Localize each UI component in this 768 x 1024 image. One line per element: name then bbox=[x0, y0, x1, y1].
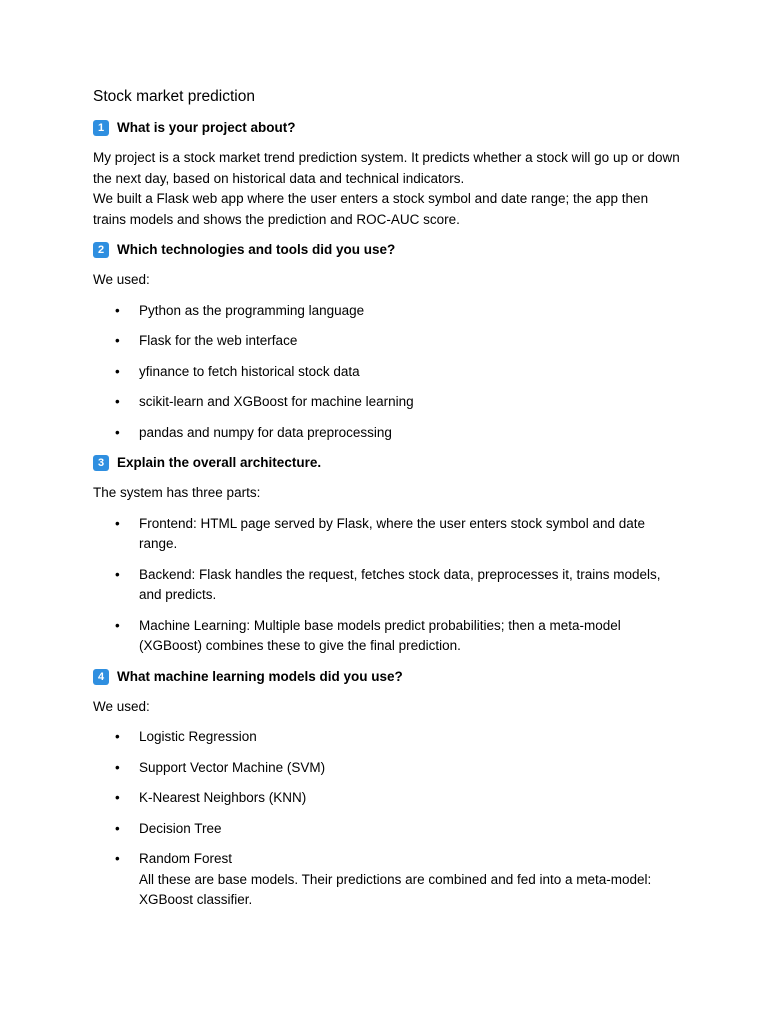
list-item bbox=[93, 392, 683, 413]
question-2-heading bbox=[93, 240, 683, 260]
document-title: Stock market prediction bbox=[93, 88, 255, 105]
question-1-heading bbox=[93, 118, 683, 138]
list-item bbox=[93, 331, 683, 352]
list-item-text: Logistic Regression bbox=[139, 729, 257, 744]
list-item bbox=[93, 849, 683, 911]
bullet-icon: • bbox=[115, 759, 120, 775]
answer-1-line-2: We built a Flask web app where the user enters a stock symbol and date range; the app then trains models and shows the prediction and ROC-AUC score. bbox=[93, 191, 649, 227]
list-item bbox=[93, 727, 683, 748]
list-item bbox=[93, 819, 683, 840]
list-item-text: Frontend: HTML page served by Flask, where the user enters stock symbol and date range. bbox=[139, 515, 645, 551]
list-item-text: pandas and numpy for data preprocessing bbox=[139, 424, 392, 440]
question-4-heading bbox=[93, 667, 683, 687]
number-1-icon: 1 bbox=[93, 120, 109, 136]
architecture-list bbox=[93, 514, 683, 657]
list-item-text: Decision Tree bbox=[139, 820, 222, 836]
answer-2-intro: We used: bbox=[93, 272, 150, 287]
answer-4-intro: We used: bbox=[93, 698, 150, 714]
list-item bbox=[93, 514, 683, 555]
document-page bbox=[93, 86, 683, 921]
list-item-text: Flask for the web interface bbox=[139, 333, 298, 348]
models-list bbox=[93, 727, 683, 911]
bullet-icon: • bbox=[115, 333, 120, 348]
number-2-icon: 2 bbox=[93, 242, 109, 258]
bullet-icon: • bbox=[115, 515, 120, 531]
list-item-text: Support Vector Machine (SVM) bbox=[139, 759, 326, 775]
question-1-text: What is your project about? bbox=[117, 120, 296, 135]
question-3-heading bbox=[93, 453, 683, 473]
list-item bbox=[93, 758, 683, 779]
bullet-icon: • bbox=[115, 566, 120, 582]
bullet-icon: • bbox=[115, 790, 120, 805]
bullet-icon: • bbox=[115, 617, 120, 633]
answer-1-paragraph bbox=[93, 148, 683, 230]
number-4-icon: 4 bbox=[93, 669, 109, 685]
bullet-icon: • bbox=[115, 302, 120, 318]
list-item bbox=[93, 423, 683, 444]
list-item bbox=[93, 362, 683, 383]
list-item-text: scikit-learn and XGBoost for machine learning bbox=[139, 394, 414, 409]
bullet-icon: • bbox=[115, 363, 120, 379]
number-3-icon: 3 bbox=[93, 455, 109, 471]
list-item bbox=[93, 616, 683, 657]
answer-1-line-1: My project is a stock market trend prediction system. It predicts whether a stock will go up or down the next day, based on historical data and technical indicators. bbox=[93, 150, 680, 186]
bullet-icon: • bbox=[115, 729, 120, 744]
bullet-icon: • bbox=[115, 394, 120, 409]
question-3-text: Explain the overall architecture. bbox=[117, 455, 322, 470]
answer-3-intro: The system has three parts: bbox=[93, 485, 261, 500]
list-item-note: All these are base models. Their predictions are combined and fed into a meta-model: XGBoost classifier. bbox=[139, 871, 652, 907]
list-item-text: K-Nearest Neighbors (KNN) bbox=[139, 790, 307, 805]
bullet-icon: • bbox=[115, 851, 120, 866]
question-2-text: Which technologies and tools did you use? bbox=[117, 242, 396, 257]
list-item bbox=[93, 788, 683, 809]
bullet-icon: • bbox=[115, 424, 120, 440]
list-item-text: Backend: Flask handles the request, fetches stock data, preprocesses it, trains models, and predicts. bbox=[139, 566, 661, 602]
list-item-text: Python as the programming language bbox=[139, 302, 365, 318]
list-item-text: Random Forest bbox=[139, 851, 233, 866]
question-4-text: What machine learning models did you use? bbox=[117, 668, 403, 684]
tools-list bbox=[93, 301, 683, 444]
list-item-text: yfinance to fetch historical stock data bbox=[139, 363, 360, 379]
list-item-text: Machine Learning: Multiple base models predict probabilities; then a meta-model (XGBoost) combines these to give the final prediction. bbox=[139, 617, 621, 653]
bullet-icon: • bbox=[115, 820, 120, 836]
list-item bbox=[93, 565, 683, 606]
list-item bbox=[93, 301, 683, 322]
